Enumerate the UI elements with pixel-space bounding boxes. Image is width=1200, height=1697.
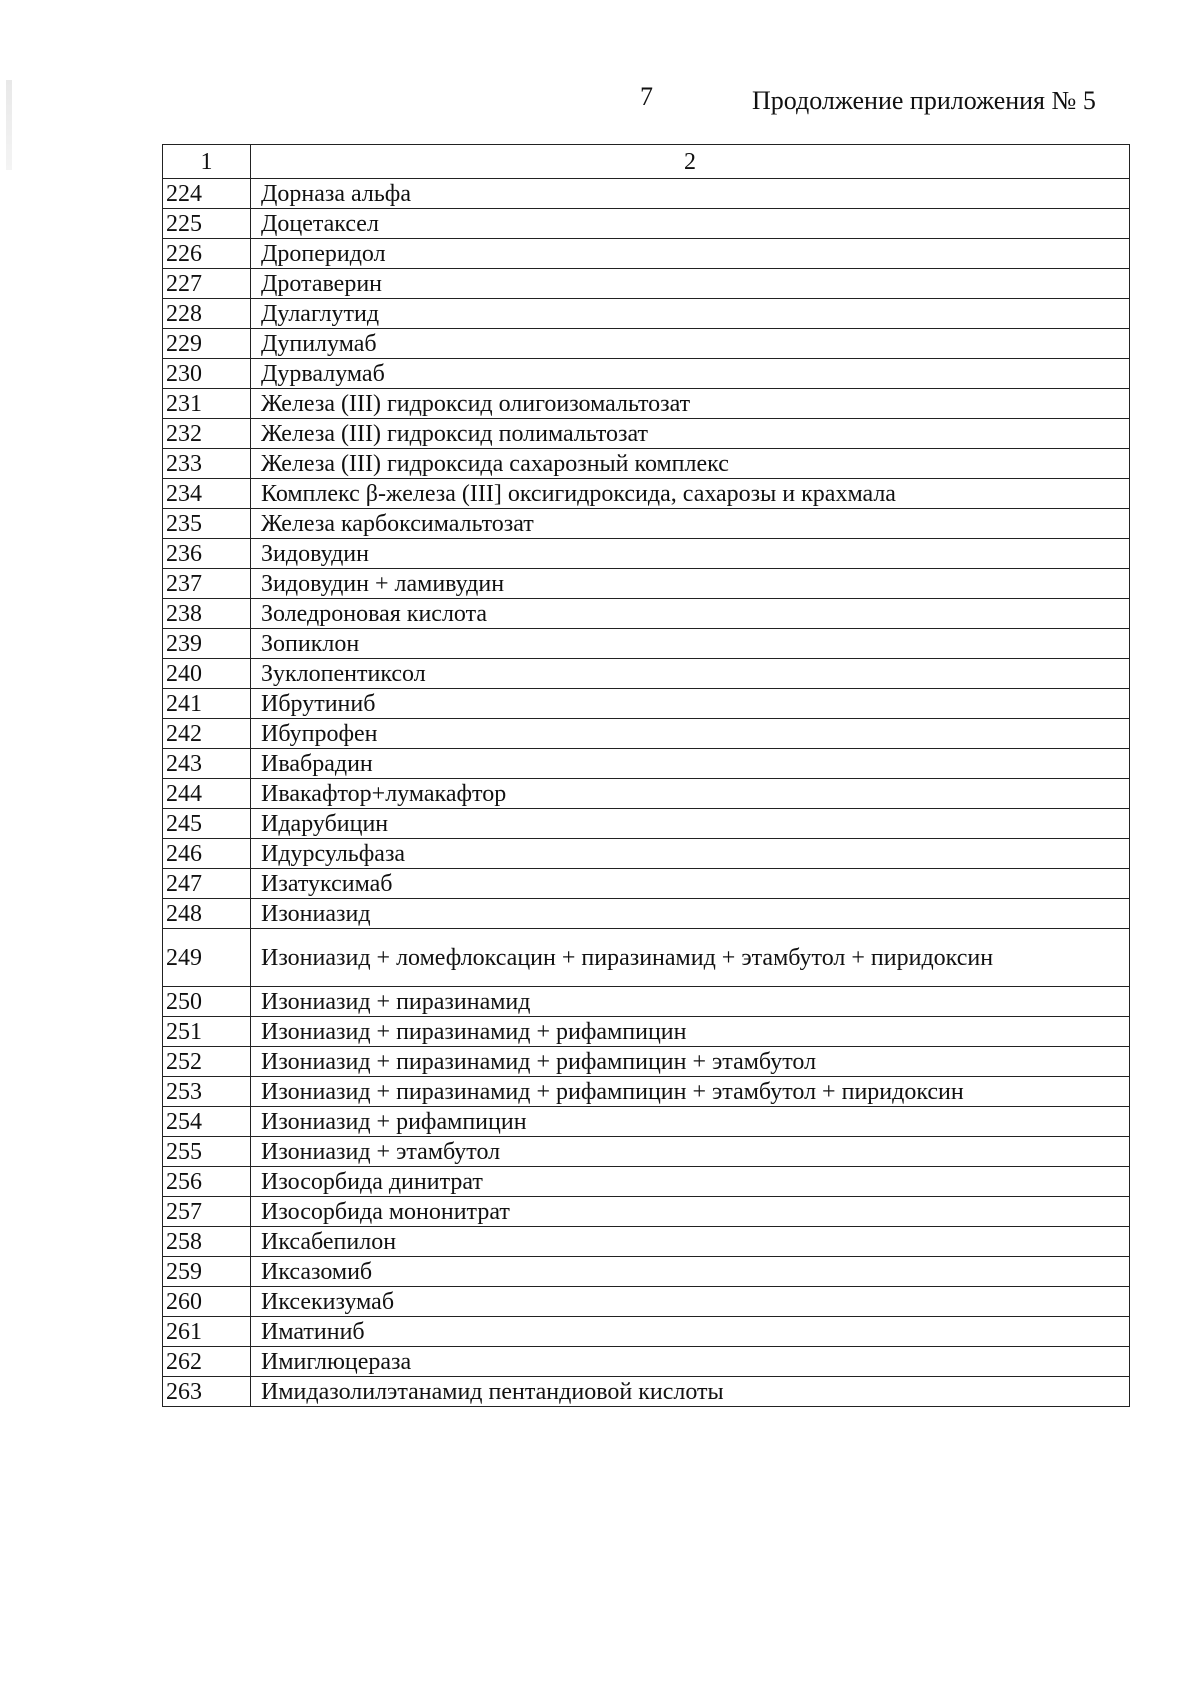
drug-name: Дроперидол — [251, 239, 1130, 269]
row-number: 240 — [163, 659, 251, 689]
table-row — [163, 479, 1130, 509]
drug-name: Изониазид + рифампицин — [251, 1107, 1130, 1137]
column-header-name: 2 — [251, 145, 1130, 179]
drug-name: Изатуксимаб — [251, 869, 1130, 899]
table-row — [163, 1107, 1130, 1137]
drug-name: Зуклопентиксол — [251, 659, 1130, 689]
drug-name: Железа (III) гидроксида сахарозный комплекс — [251, 449, 1130, 479]
table-row — [163, 1377, 1130, 1407]
table-row — [163, 869, 1130, 899]
row-number: 257 — [163, 1197, 251, 1227]
drug-name: Дорназа альфа — [251, 179, 1130, 209]
row-number: 234 — [163, 479, 251, 509]
row-number: 236 — [163, 539, 251, 569]
row-number: 238 — [163, 599, 251, 629]
page-number: 7 — [640, 82, 653, 111]
drug-name: Иксекизумаб — [251, 1287, 1130, 1317]
drug-name: Железа карбоксимальтозат — [251, 509, 1130, 539]
table-row — [163, 1047, 1130, 1077]
running-header: Продолжение приложения № 5 — [752, 86, 1096, 115]
row-number: 245 — [163, 809, 251, 839]
row-number: 225 — [163, 209, 251, 239]
drug-name: Железа (III) гидроксид полимальтозат — [251, 419, 1130, 449]
drug-name: Ибрутиниб — [251, 689, 1130, 719]
drug-name: Ибупрофен — [251, 719, 1130, 749]
table-row — [163, 539, 1130, 569]
row-number: 261 — [163, 1317, 251, 1347]
table-row — [163, 1347, 1130, 1377]
row-number: 227 — [163, 269, 251, 299]
table-row — [163, 569, 1130, 599]
table-row — [163, 419, 1130, 449]
drug-name: Изосорбида мононитрат — [251, 1197, 1130, 1227]
table-row — [163, 329, 1130, 359]
table-row — [163, 1197, 1130, 1227]
drug-name: Дротаверин — [251, 269, 1130, 299]
row-number: 248 — [163, 899, 251, 929]
drug-name: Золедроновая кислота — [251, 599, 1130, 629]
table-row — [163, 899, 1130, 929]
table-row — [163, 1017, 1130, 1047]
row-number: 260 — [163, 1287, 251, 1317]
table-row — [163, 629, 1130, 659]
drug-name: Изониазид + пиразинамид + рифампицин — [251, 1017, 1130, 1047]
row-number: 243 — [163, 749, 251, 779]
row-number: 231 — [163, 389, 251, 419]
drug-name: Ивабрадин — [251, 749, 1130, 779]
row-number: 247 — [163, 869, 251, 899]
drug-name: Имиглюцераза — [251, 1347, 1130, 1377]
drug-name: Изониазид + пиразинамид + рифампицин + этамбутол — [251, 1047, 1130, 1077]
table-row — [163, 299, 1130, 329]
drug-name: Дулаглутид — [251, 299, 1130, 329]
drug-name: Изониазид + пиразинамид — [251, 987, 1130, 1017]
drug-name: Изониазид + ломефлоксацин + пиразинамид + этамбутол + пиридоксин — [251, 929, 1130, 987]
row-number: 232 — [163, 419, 251, 449]
table-row — [163, 269, 1130, 299]
row-number: 252 — [163, 1047, 251, 1077]
row-number: 244 — [163, 779, 251, 809]
row-number: 228 — [163, 299, 251, 329]
table-row — [163, 779, 1130, 809]
table-row — [163, 1167, 1130, 1197]
row-number: 251 — [163, 1017, 251, 1047]
row-number: 249 — [163, 929, 251, 987]
drug-list-table — [162, 144, 1130, 1407]
table-row — [163, 389, 1130, 419]
column-header-number: 1 — [163, 145, 251, 179]
table-row — [163, 1137, 1130, 1167]
table-row — [163, 1317, 1130, 1347]
drug-name: Изониазид + пиразинамид + рифампицин + этамбутол + пиридоксин — [251, 1077, 1130, 1107]
row-number: 253 — [163, 1077, 251, 1107]
row-number: 235 — [163, 509, 251, 539]
row-number: 254 — [163, 1107, 251, 1137]
scan-margin-artifact — [6, 80, 12, 170]
row-number: 263 — [163, 1377, 251, 1407]
table-row — [163, 509, 1130, 539]
drug-name: Ивакафтор+лумакафтор — [251, 779, 1130, 809]
table-row — [163, 239, 1130, 269]
drug-name: Железа (III) гидроксид олигоизомальтозат — [251, 389, 1130, 419]
drug-name: Иксабепилон — [251, 1227, 1130, 1257]
row-number: 241 — [163, 689, 251, 719]
row-number: 242 — [163, 719, 251, 749]
table-row — [163, 179, 1130, 209]
drug-name: Идарубицин — [251, 809, 1130, 839]
drug-name: Дупилумаб — [251, 329, 1130, 359]
drug-name: Иксазомиб — [251, 1257, 1130, 1287]
row-number: 256 — [163, 1167, 251, 1197]
table-row — [163, 809, 1130, 839]
table-header-row — [163, 145, 1130, 179]
row-number: 259 — [163, 1257, 251, 1287]
drug-name: Изосорбида динитрат — [251, 1167, 1130, 1197]
table-row — [163, 1287, 1130, 1317]
table-row — [163, 359, 1130, 389]
table-row — [163, 209, 1130, 239]
drug-name: Имидазолилэтанамид пентандиовой кислоты — [251, 1377, 1130, 1407]
row-number: 246 — [163, 839, 251, 869]
row-number: 224 — [163, 179, 251, 209]
row-number: 233 — [163, 449, 251, 479]
table-row — [163, 689, 1130, 719]
table-row — [163, 839, 1130, 869]
drug-name: Зидовудин + ламивудин — [251, 569, 1130, 599]
table-row — [163, 1257, 1130, 1287]
drug-name: Иматиниб — [251, 1317, 1130, 1347]
row-number: 262 — [163, 1347, 251, 1377]
table-row — [163, 599, 1130, 629]
row-number: 229 — [163, 329, 251, 359]
table-body — [163, 145, 1130, 1407]
table-row — [163, 749, 1130, 779]
table-row — [163, 719, 1130, 749]
table-row — [163, 929, 1130, 987]
row-number: 226 — [163, 239, 251, 269]
drug-name: Комплекс β-железа (III] оксигидроксида, сахарозы и крахмала — [251, 479, 1130, 509]
table-row — [163, 659, 1130, 689]
row-number: 255 — [163, 1137, 251, 1167]
drug-name: Зидовудин — [251, 539, 1130, 569]
table-row — [163, 1227, 1130, 1257]
drug-name: Дурвалумаб — [251, 359, 1130, 389]
table-row — [163, 1077, 1130, 1107]
row-number: 250 — [163, 987, 251, 1017]
drug-name: Изониазид — [251, 899, 1130, 929]
row-number: 258 — [163, 1227, 251, 1257]
drug-name: Зопиклон — [251, 629, 1130, 659]
drug-name: Изониазид + этамбутол — [251, 1137, 1130, 1167]
row-number: 230 — [163, 359, 251, 389]
drug-name: Доцетаксел — [251, 209, 1130, 239]
row-number: 239 — [163, 629, 251, 659]
table-row — [163, 449, 1130, 479]
drug-name: Идурсульфаза — [251, 839, 1130, 869]
row-number: 237 — [163, 569, 251, 599]
table-row — [163, 987, 1130, 1017]
